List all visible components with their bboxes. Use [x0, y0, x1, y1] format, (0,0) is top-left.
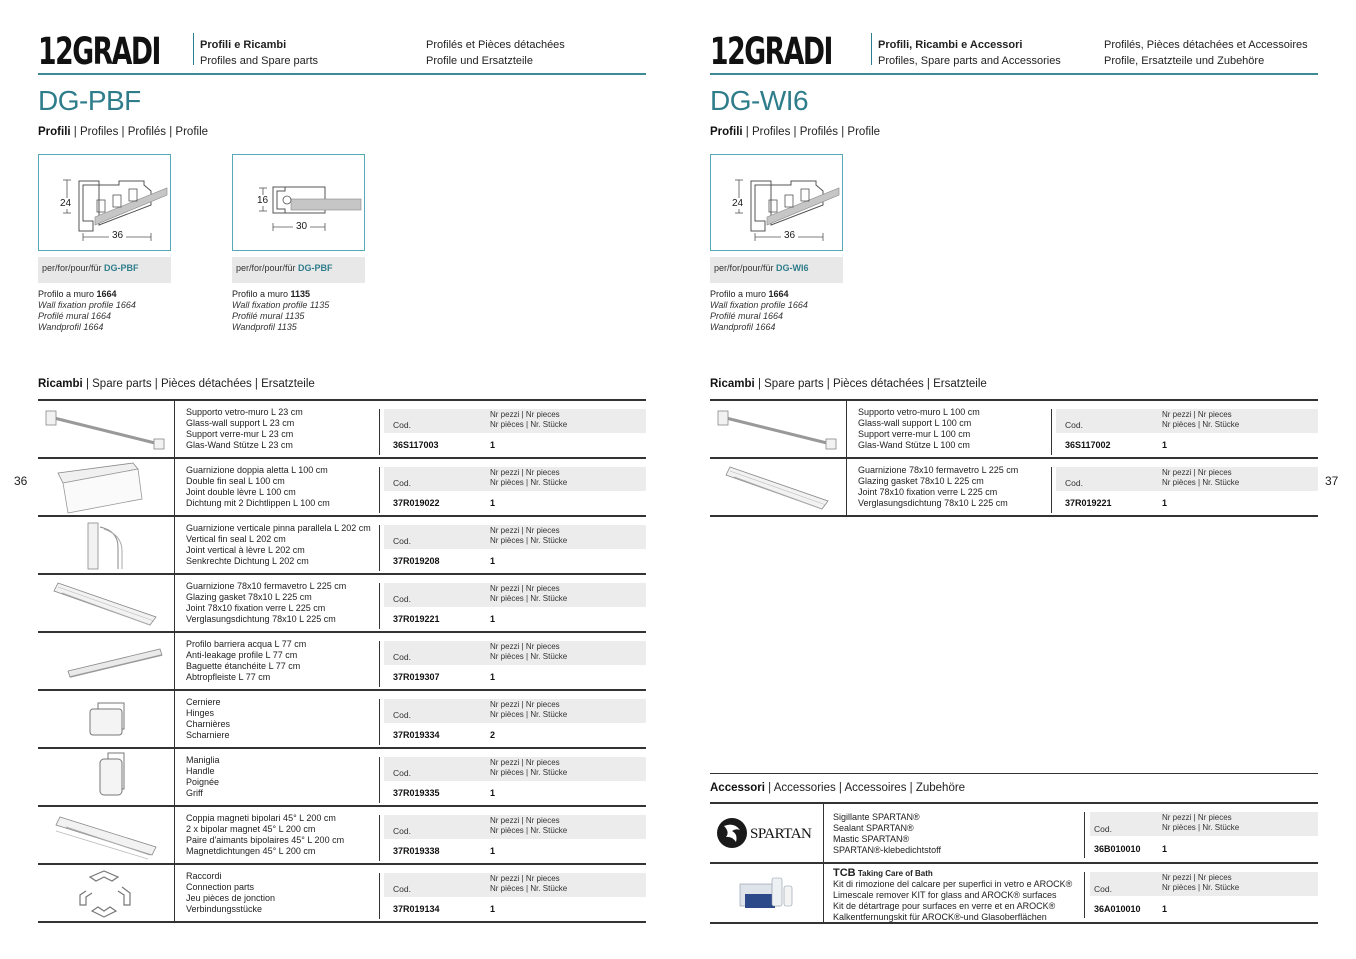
header-it: Profili e Ricambi — [200, 39, 287, 51]
dimension-height: 16 — [257, 195, 269, 206]
spare-part-description: Guarnizione doppia aletta L 100 cm Double fin seal L 100 cm Joint double lèvre L 100 cm Dichtung mit 2 Dichtlippen L 100 cm — [186, 465, 330, 508]
spare-part-image — [710, 401, 847, 457]
spare-part-code: 37R019022 — [393, 498, 440, 508]
spare-part-row: Supporto vetro-muro L 100 cm Glass-wall support L 100 cm Support verre-mur L 100 cm Glas-Wand Stütze L 100 cm Cod. Nr pezzi | Nr pieces Nr pièces | Nr. Stücke 36S117002 1 — [710, 401, 1318, 459]
dimension-width: 30 — [293, 221, 310, 232]
spare-part-row: Guarnizione verticale pinna parallela L 202 cm Vertical fin seal L 202 cm Joint vertical à lèvre L 202 cm Senkrechte Dichtung L 202 cm Cod. Nr pezzi | Nr pieces Nr pièces | Nr. Stücke 37R019208 1 — [38, 517, 646, 575]
accessory-code: 36B010010 — [1094, 844, 1141, 854]
spare-part-qty: 1 — [490, 498, 496, 508]
brand-logo: 12GRADI — [38, 30, 161, 73]
spare-part-qty: 2 — [490, 730, 496, 740]
header-it-en — [878, 37, 1061, 69]
spare-part-description: Supporto vetro-muro L 100 cm Glass-wall support L 100 cm Support verre-mur L 100 cm Glas-Wand Stütze L 100 cm — [858, 407, 980, 450]
spare-part-image — [710, 459, 847, 515]
spartan-logo: SPARTAN — [710, 804, 824, 862]
profile-drawing-1664 — [710, 154, 843, 251]
tcb-kit-image — [710, 864, 824, 922]
header-separator — [193, 33, 194, 65]
accessory-row-spartan: SPARTAN Sigillante SPARTAN® Sealant SPARTAN® Mastic SPARTAN® SPARTAN®-klebedichtstoff Cod. Nr pezzi | Nr pieces Nr pièces | Nr. Stücke 36B010010 1 — [710, 804, 1318, 864]
spare-part-qty: 1 — [490, 672, 496, 682]
header-de: Profile und Ersatzteile — [426, 55, 533, 67]
spare-part-qty: 1 — [490, 904, 496, 914]
dimension-width: 36 — [109, 230, 126, 241]
per-tag: per/for/pour/für DG-PBF — [232, 257, 365, 283]
spares-heading: Ricambi | Spare parts | Pièces détachées | Ersatzteile — [38, 378, 315, 390]
spare-part-image — [38, 749, 175, 805]
spare-part-description: Supporto vetro-muro L 23 cm Glass-wall support L 23 cm Support verre-mur L 23 cm Glas-Wand Stütze L 23 cm — [186, 407, 303, 450]
dimension-height: 24 — [732, 198, 744, 209]
spare-part-description: Guarnizione 78x10 fermavetro L 225 cm Glazing gasket 78x10 L 225 cm Joint 78x10 fixation verre L 225 cm Verglasungsdichtung 78x10 L 225 cm — [186, 581, 347, 624]
spare-part-row: Raccordi Connection parts Jeu pièces de jonction Verbindungsstücke Cod. Nr pezzi | Nr pieces Nr pièces | Nr. Stücke 37R019134 1 — [38, 865, 646, 923]
spare-part-description: Raccordi Connection parts Jeu pièces de jonction Verbindungsstücke — [186, 871, 276, 914]
spare-part-code: 37R019134 — [393, 904, 440, 914]
spare-part-row: Guarnizione 78x10 fermavetro L 225 cm Glazing gasket 78x10 L 225 cm Joint 78x10 fixation verre L 225 cm Verglasungsdichtung 78x10 L 225 cm Cod. Nr pezzi | Nr pieces Nr pièces | Nr. Stücke 37R019221 1 — [38, 575, 646, 633]
spare-part-description: Guarnizione verticale pinna parallela L 202 cm Vertical fin seal L 202 cm Joint vertical à lèvre L 202 cm Senkrechte Dichtung L 202 cm — [186, 523, 371, 566]
page-title: DG-WI6 — [710, 85, 809, 116]
profile-description: Profilo a muro 1664 Wall fixation profile 1664 Profilé mural 1664 Wandprofil 1664 — [38, 289, 136, 332]
spare-part-description: Maniglia Handle Poignée Griff — [186, 755, 220, 798]
spare-part-code: 37R019208 — [393, 556, 440, 566]
spare-part-image — [38, 517, 175, 573]
spare-part-row: Cerniere Hinges Charnières Scharniere Cod. Nr pezzi | Nr pieces Nr pièces | Nr. Stücke 37R019334 2 — [38, 691, 646, 749]
header-it-en — [200, 37, 318, 69]
spare-part-qty: 1 — [490, 440, 496, 450]
header-fr-de — [426, 37, 565, 69]
header-fr: Profilés, Pièces détachées et Accessoires — [1104, 39, 1308, 51]
spare-part-description: Cerniere Hinges Charnières Scharniere — [186, 697, 231, 740]
spare-part-qty: 1 — [490, 614, 496, 624]
spare-part-image — [38, 633, 175, 689]
spares-heading: Ricambi | Spare parts | Pièces détachées | Ersatzteile — [710, 378, 987, 390]
spare-part-qty: 1 — [490, 846, 496, 856]
spare-part-row: Coppia magneti bipolari 45° L 200 cm 2 x bipolar magnet 45° L 200 cm Paire d'aimants bipolaires 45° L 200 cm Magnetdichtungen 45° L 200 cm Cod. Nr pezzi | Nr pieces Nr pièces | Nr. Stücke 37R019338 1 — [38, 807, 646, 865]
spare-part-row: Guarnizione 78x10 fermavetro L 225 cm Glazing gasket 78x10 L 225 cm Joint 78x10 fixation verre L 225 cm Verglasungsdichtung 78x10 L 225 cm Cod. Nr pezzi | Nr pieces Nr pièces | Nr. Stücke 37R019221 1 — [710, 459, 1318, 517]
right-page — [678, 0, 1356, 959]
spare-part-row: Maniglia Handle Poignée Griff Cod. Nr pezzi | Nr pieces Nr pièces | Nr. Stücke 37R019335 1 — [38, 749, 646, 807]
header-rule — [710, 73, 1318, 75]
accessory-qty: 1 — [1162, 904, 1168, 914]
profiles-heading: Profili | Profiles | Profilés | Profile — [38, 126, 209, 138]
spare-part-code: 37R019334 — [393, 730, 440, 740]
spare-part-description: Coppia magneti bipolari 45° L 200 cm 2 x bipolar magnet 45° L 200 cm Paire d'aimants bipolaires 45° L 200 cm Magnetdichtungen 45° L 200 cm — [186, 813, 345, 856]
spare-part-code: 37R019221 — [1065, 498, 1112, 508]
accessory-qty: 1 — [1162, 844, 1168, 854]
spare-part-code: 37R019221 — [393, 614, 440, 624]
spare-part-description: Guarnizione 78x10 fermavetro L 225 cm Glazing gasket 78x10 L 225 cm Joint 78x10 fixation verre L 225 cm Verglasungsdichtung 78x10 L 225 cm — [858, 465, 1019, 508]
header-fr: Profilés et Pièces détachées — [426, 39, 565, 51]
spare-part-code: 37R019338 — [393, 846, 440, 856]
spare-part-description: Profilo barriera acqua L 77 cm Anti-leakage profile L 77 cm Baguette étanchéite L 77 cm Abtropfleiste L 77 cm — [186, 639, 307, 682]
accessory-description: Sigillante SPARTAN® Sealant SPARTAN® Mastic SPARTAN® SPARTAN®-klebedichtstoff — [833, 812, 942, 855]
profile-description: Profilo a muro 1135 Wall fixation profile 1135 Profilé mural 1135 Wandprofil 1135 — [232, 289, 330, 332]
header-it: Profili, Ricambi e Accessori — [878, 39, 1023, 51]
spare-part-code: 36S117002 — [1065, 440, 1111, 450]
per-tag: per/for/pour/für DG-WI6 — [710, 257, 843, 283]
accessories-heading: Accessori | Accessories | Accessoires | Zubehöre — [710, 782, 966, 794]
spare-part-qty: 1 — [1162, 440, 1168, 450]
profiles-heading: Profili | Profiles | Profilés | Profile — [710, 126, 881, 138]
spare-part-qty: 1 — [490, 556, 496, 566]
dimension-height: 24 — [60, 198, 72, 209]
spare-part-code: 37R019335 — [393, 788, 440, 798]
profile-description: Profilo a muro 1664 Wall fixation profile 1664 Profilé mural 1664 Wandprofil 1664 — [710, 289, 808, 332]
page-number: 37 — [1325, 474, 1339, 488]
header-separator — [871, 33, 872, 65]
page-title: DG-PBF — [38, 85, 141, 116]
spare-part-row: Guarnizione doppia aletta L 100 cm Double fin seal L 100 cm Joint double lèvre L 100 cm Dichtung mit 2 Dichtlippen L 100 cm Cod. Nr pezzi | Nr pieces Nr pièces | Nr. Stücke 37R019022 1 — [38, 459, 646, 517]
brand-logo: 12GRADI — [710, 30, 833, 73]
page-number: 36 — [14, 474, 28, 488]
header-fr-de — [1104, 37, 1308, 69]
spare-part-image — [38, 459, 175, 515]
spare-part-image — [38, 807, 175, 863]
spare-part-row: Profilo barriera acqua L 77 cm Anti-leakage profile L 77 cm Baguette étanchéite L 77 cm Abtropfleiste L 77 cm Cod. Nr pezzi | Nr pieces Nr pièces | Nr. Stücke 37R019307 1 — [38, 633, 646, 691]
header-en: Profiles, Spare parts and Accessories — [878, 55, 1061, 67]
accessories-top-rule — [710, 773, 1318, 774]
profile-drawing-1135 — [232, 154, 365, 251]
spare-part-image — [38, 575, 175, 631]
accessory-code: 36A010010 — [1094, 904, 1141, 914]
spare-part-image — [38, 691, 175, 747]
accessory-row-tcb: TCB Taking Care of Bath Kit di rimozione del calcare per superfici in vetro e AROCK® Limescale remover KIT for glass and AROCK® surfaces Kit de détartrage pour surfaces en verre et en AROCK® Kalkentfernungskit für AROCK®-und Glasoberflächen Cod. Nr pezzi | Nr pieces Nr pièces | Nr. Stücke 36A010010 1 — [710, 864, 1318, 924]
profile-drawing-1664 — [38, 154, 171, 251]
spare-part-row: Supporto vetro-muro L 23 cm Glass-wall support L 23 cm Support verre-mur L 23 cm Glas-Wand Stütze L 23 cm Cod. Nr pezzi | Nr pieces Nr pièces | Nr. Stücke 36S117003 1 — [38, 401, 646, 459]
spare-part-qty: 1 — [490, 788, 496, 798]
spare-part-code: 36S117003 — [393, 440, 439, 450]
header-en: Profiles and Spare parts — [200, 55, 319, 67]
accessory-description: TCB Taking Care of Bath Kit di rimozione del calcare per superfici in vetro e AROCK® Limescale remover KIT for glass and AROCK® surfaces Kit de détartrage pour surfaces en verre et en AROCK® Kalkentfernungskit für AROCK®-und Glasoberflächen — [833, 867, 1073, 922]
header-de: Profile, Ersatzteile und Zubehöre — [1104, 55, 1265, 67]
header-rule — [38, 73, 646, 75]
spare-part-image — [38, 401, 175, 457]
spare-part-qty: 1 — [1162, 498, 1168, 508]
per-tag: per/for/pour/für DG-PBF — [38, 257, 171, 283]
dimension-width: 36 — [781, 230, 798, 241]
spare-part-code: 37R019307 — [393, 672, 440, 682]
spare-part-image — [38, 865, 175, 921]
